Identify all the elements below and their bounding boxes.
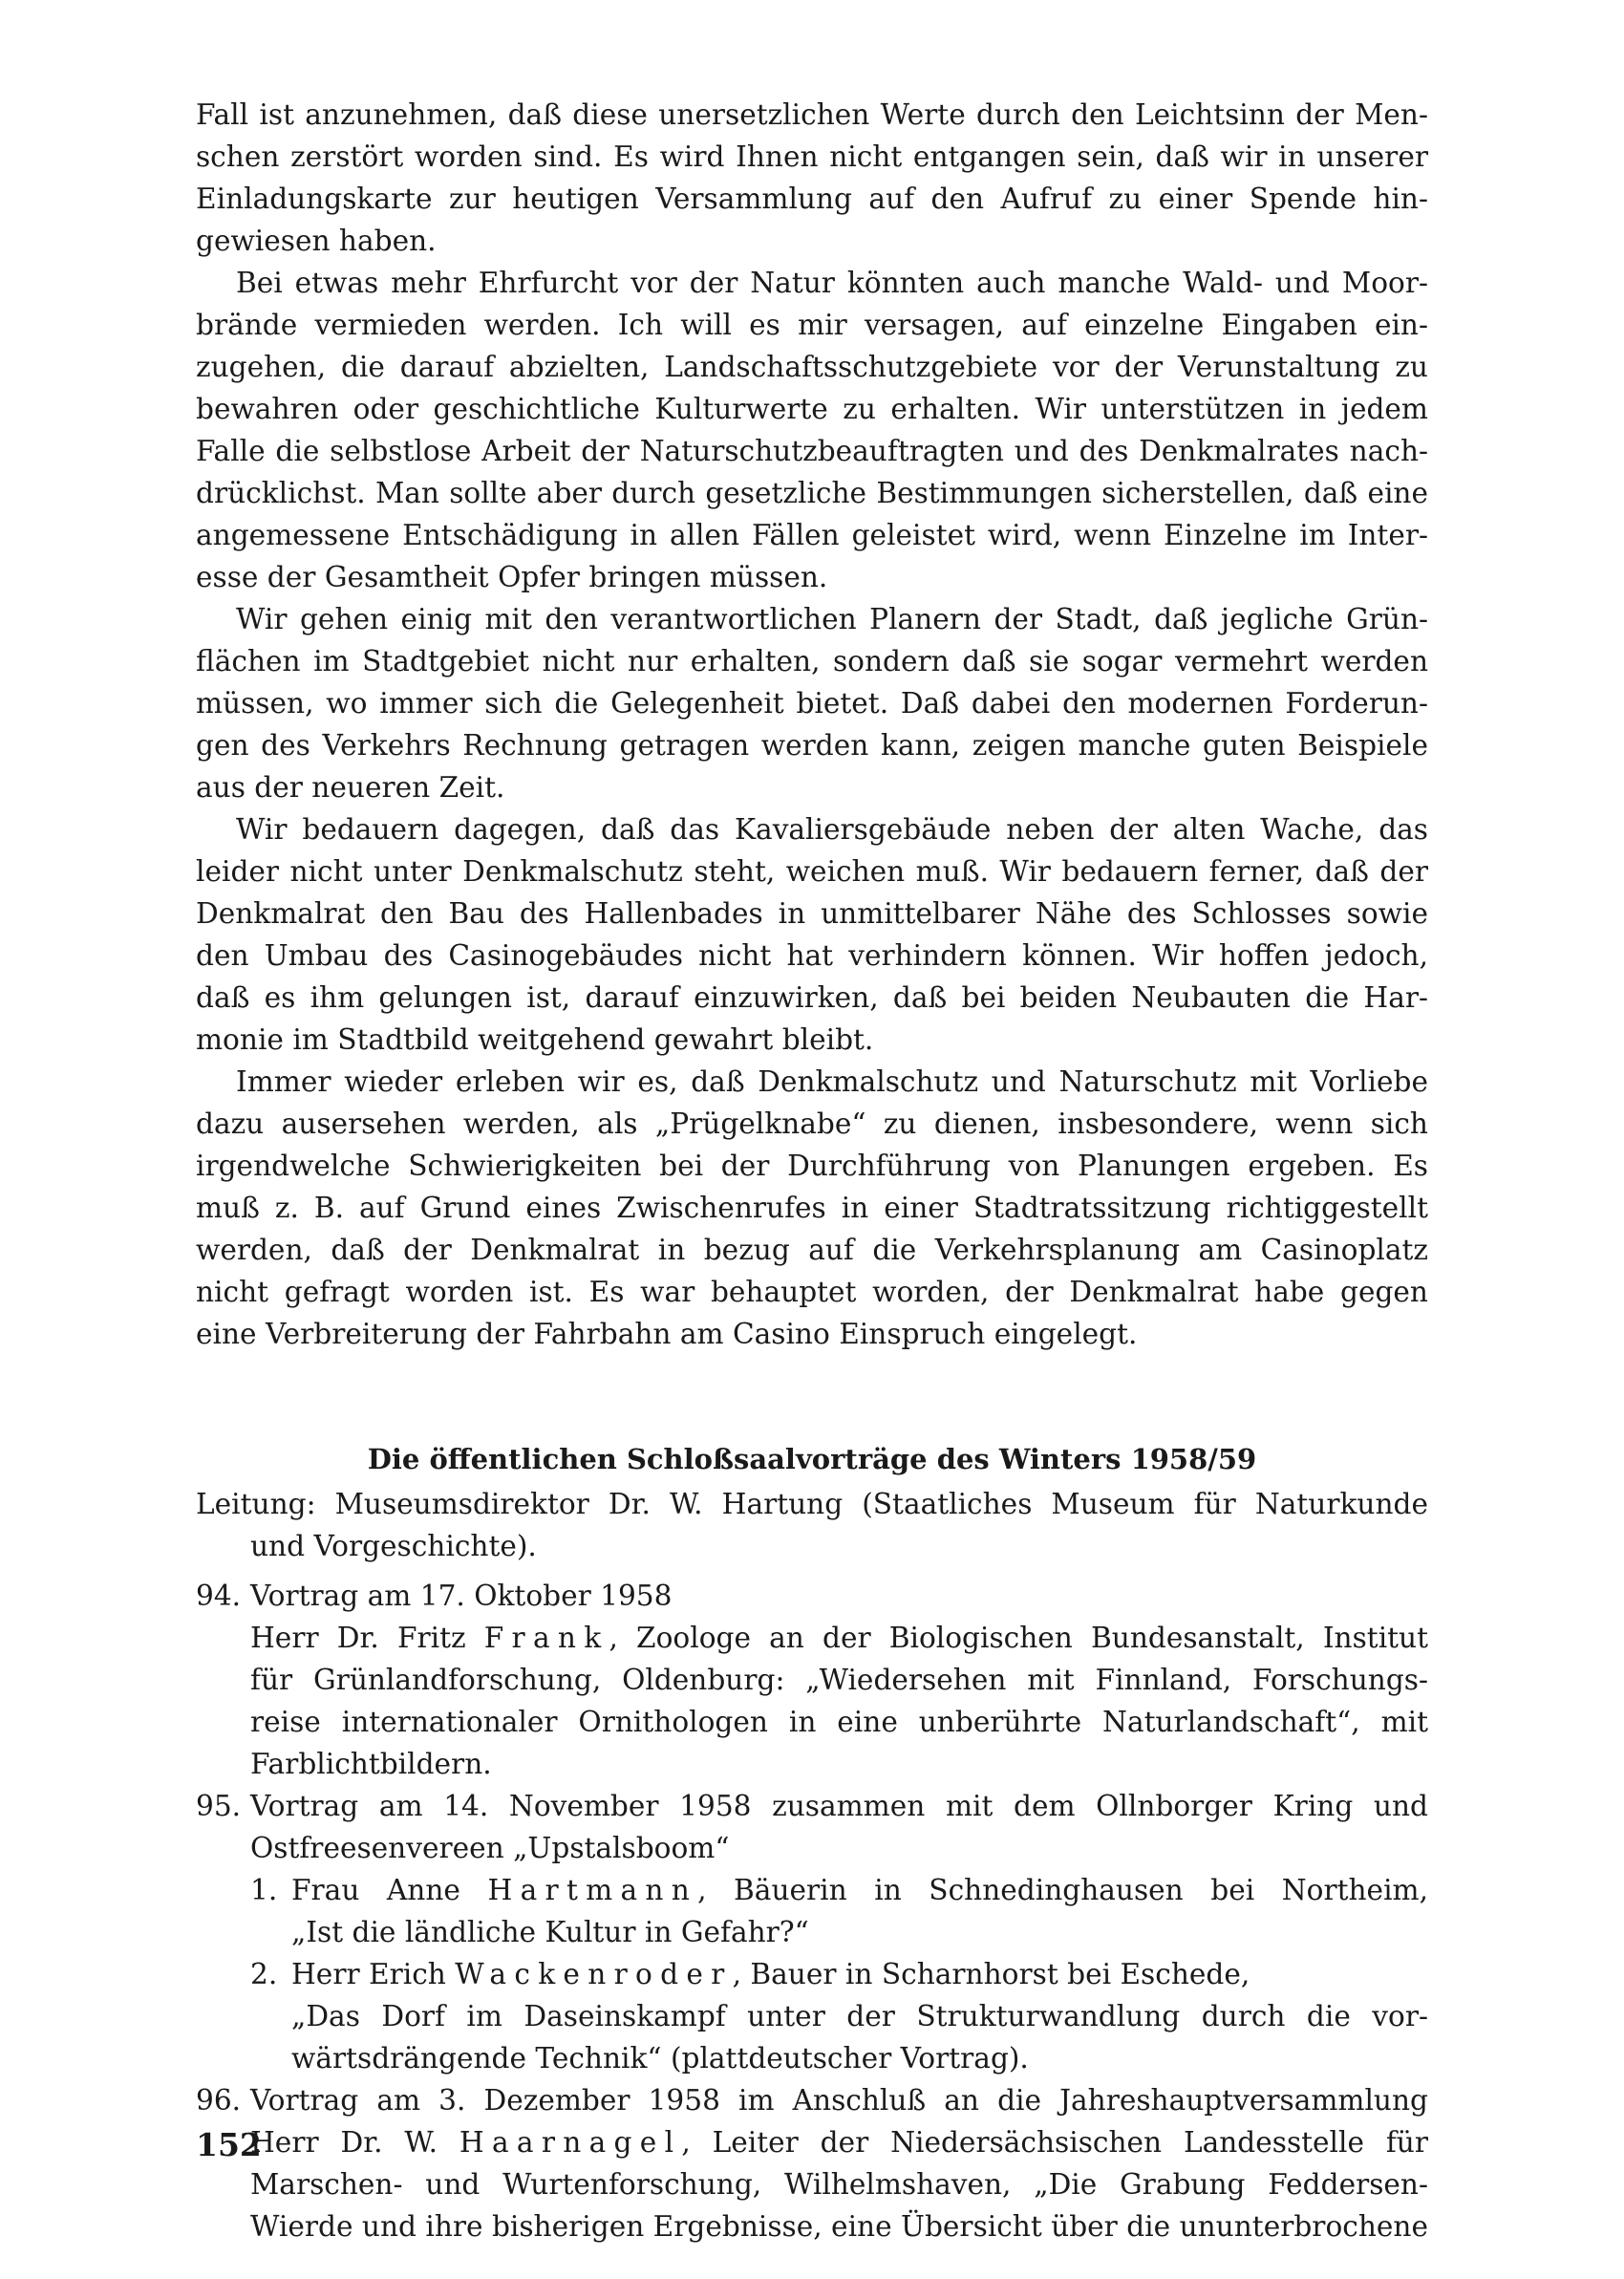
text-line: schen zerstört worden sind. Es wird Ihnen nicht entgangen sein, daß wir in unserer (196, 140, 1428, 173)
text-line: gewiesen haben. (196, 225, 437, 257)
sub-item-number: 1. (250, 1874, 278, 1906)
speaker-prefix: Frau Anne (291, 1874, 488, 1906)
lecture-title: Vortrag am 17. Oktober 1958 (250, 1580, 673, 1612)
sub-item-number: 2. (250, 1958, 278, 1990)
text-line: Leitung: Museumsdirektor Dr. W. Hartung (Staatliches Museum für Naturkunde (196, 1488, 1428, 1520)
paragraph (196, 808, 1428, 1061)
speaker-suffix: , Bauer in Scharnhorst bei Eschede, (732, 1958, 1250, 1990)
text-line: aus der neueren Zeit. (196, 771, 505, 804)
section-spacer (196, 1355, 1428, 1435)
spacer (196, 1567, 1428, 1575)
lecture-title-line (196, 2079, 1428, 2121)
paragraph (196, 94, 1428, 262)
text-line: monie im Stadtbild weitgehend gewahrt bleibt. (196, 1023, 874, 1056)
text-line: für Grünlandforschung, Oldenburg: „Wiedersehen mit Finnland, Forschungs- (250, 1664, 1428, 1696)
lecture-title: Vortrag am 3. Dezember 1958 im Anschluß an die Jahreshauptversammlung (250, 2084, 1428, 2117)
text-line: gen des Verkehrs Rechnung getragen werden kann, zeigen manche guten Beispiele (196, 729, 1428, 762)
speaker-suffix: , Leiter der Niedersächsischen Landesstelle für (681, 2126, 1429, 2159)
text-line: Denkmalrat den Bau des Hallenbades in unmittelbarer Nähe des Schlosses sowie (196, 897, 1428, 930)
text-line: Falle die selbstlose Arbeit der Naturschutzbeauftragten und des Denkmalrates nach- (196, 435, 1428, 467)
text-line: werden, daß der Denkmalrat in bezug auf die Verkehrsplanung am Casinoplatz (196, 1234, 1428, 1266)
text-line: „Das Dorf im Daseinskampf unter der Strukturwandlung durch die vor- (291, 2000, 1428, 2032)
lecture-number: 96. (196, 2084, 242, 2117)
speaker-name: Haarnagel (459, 2126, 682, 2159)
lecture-entry (196, 1785, 1428, 2079)
text-line: reise internationaler Ornithologen in eine unberührte Naturlandschaft“, mit (250, 1706, 1428, 1738)
text-line: Bei etwas mehr Ehrfurcht vor der Natur könnten auch manche Wald- und Moor- (236, 267, 1428, 299)
speaker-prefix: Herr Dr. Fritz (250, 1622, 484, 1654)
lecture-entry (196, 2079, 1428, 2247)
lecture-number: 94. (196, 1580, 242, 1612)
text-line: und Vorgeschichte). (250, 1530, 537, 1562)
text-line: leider nicht unter Denkmalschutz steht, weichen muß. Wir bedauern ferner, daß der (196, 855, 1428, 888)
leitung-block (196, 1483, 1428, 1567)
text-line: zugehen, die darauf abzielten, Landschaftsschutzgebiete vor der Verunstaltung zu (196, 351, 1428, 383)
paragraph (196, 1061, 1428, 1355)
lecture-title: Vortrag am 14. November 1958 zusammen mit dem Ollnborger Kring und (250, 1790, 1428, 1822)
speaker-prefix: Herr Dr. W. (250, 2126, 459, 2159)
speaker-name: Hartmann (487, 1874, 698, 1906)
speaker-name: Wackenroder (455, 1958, 733, 1990)
text-line: wärtsdrängende Technik“ (plattdeutscher Vortrag). (291, 2042, 1029, 2075)
speaker-suffix: , Bäuerin in Schnedinghausen bei Northeim, (697, 1874, 1428, 1906)
text-line: irgendwelche Schwierigkeiten bei der Durchführung von Planungen ergeben. Es (196, 1150, 1428, 1182)
paragraph (196, 262, 1428, 598)
speaker-suffix: , Zoologe an der Biologischen Bundesanstalt, Institut (609, 1622, 1429, 1654)
text-line: „Ist die ländliche Kultur in Gefahr?“ (291, 1916, 809, 1948)
text-line: Fall ist anzunehmen, daß diese unersetzlichen Werte durch den Leichtsinn der Men- (196, 98, 1428, 131)
text-line: brände vermieden werden. Ich will es mir versagen, auf einzelne Eingaben ein- (196, 309, 1428, 341)
text-line: Wir bedauern dagegen, daß das Kavaliersgebäude neben der alten Wache, das (236, 813, 1428, 846)
text-line: Marschen- und Wurtenforschung, Wilhelmshaven, „Die Grabung Feddersen- (250, 2168, 1428, 2201)
text-line: Wir gehen einig mit den verantwortlichen Planern der Stadt, daß jegliche Grün- (236, 603, 1428, 635)
section-heading: Die öffentlichen Schloßsaalvorträge des Winters 1958/59 (367, 1443, 1257, 1475)
lecture-number: 95. (196, 1790, 242, 1822)
page-number: 152 (196, 2126, 262, 2163)
body-text (196, 94, 1428, 2247)
text-line: eine Verbreiterung der Fahrbahn am Casino Einspruch eingelegt. (196, 1318, 1138, 1350)
text-line: bewahren oder geschichtliche Kulturwerte zu erhalten. Wir unterstützen in jedem (196, 393, 1428, 425)
text-line: flächen im Stadtgebiet nicht nur erhalten, sondern daß sie sogar vermehrt werden (196, 645, 1428, 677)
text-line: dazu ausersehen werden, als „Prügelknabe“ zu dienen, insbesondere, wenn sich (196, 1107, 1428, 1140)
speaker-name: Frank (483, 1622, 609, 1654)
speaker-line (196, 1617, 1428, 1659)
page-body (196, 94, 1428, 2247)
lecture-title-line (196, 1575, 1428, 1617)
text-line: esse der Gesamtheit Opfer bringen müssen. (196, 561, 828, 593)
sub-item-line (196, 1953, 1428, 1995)
paragraph (196, 598, 1428, 808)
text-line: daß es ihm gelungen ist, darauf einzuwirken, daß bei beiden Neubauten die Har- (196, 981, 1428, 1014)
speaker-line (196, 2121, 1428, 2163)
lecture-entry (196, 1575, 1428, 1785)
text-line: Farblichtbildern. (250, 1748, 492, 1780)
text-line: muß z. B. auf Grund eines Zwischenrufes in einer Stadtratssitzung richtiggestellt (196, 1192, 1428, 1224)
text-line: nicht gefragt worden ist. Es war behauptet worden, der Denkmalrat habe gegen (196, 1276, 1428, 1308)
text-line: drücklichst. Man sollte aber durch gesetzliche Bestimmungen sicherstellen, daß eine (196, 477, 1428, 509)
text-line: müssen, wo immer sich die Gelegenheit bietet. Daß dabei den modernen Forderun- (196, 687, 1428, 720)
text-line: Einladungskarte zur heutigen Versammlung auf den Aufruf zu einer Spende hin- (196, 183, 1428, 215)
text-line: Immer wieder erleben wir es, daß Denkmalschutz und Naturschutz mit Vorliebe (236, 1065, 1428, 1098)
text-line: angemessene Entschädigung in allen Fällen geleistet wird, wenn Einzelne im Inter- (196, 519, 1428, 551)
text-line: Wierde und ihre bisherigen Ergebnisse, eine Übersicht über die ununterbrochene (250, 2210, 1428, 2243)
speaker-prefix: Herr Erich (291, 1958, 456, 1990)
sub-item-line (196, 1869, 1428, 1911)
lecture-title-line (196, 1785, 1428, 1827)
text-line: den Umbau des Casinogebäudes nicht hat verhindern können. Wir hoffen jedoch, (196, 939, 1428, 972)
text-line: Ostfreesenvereen „Upstalsboom“ (250, 1832, 730, 1864)
